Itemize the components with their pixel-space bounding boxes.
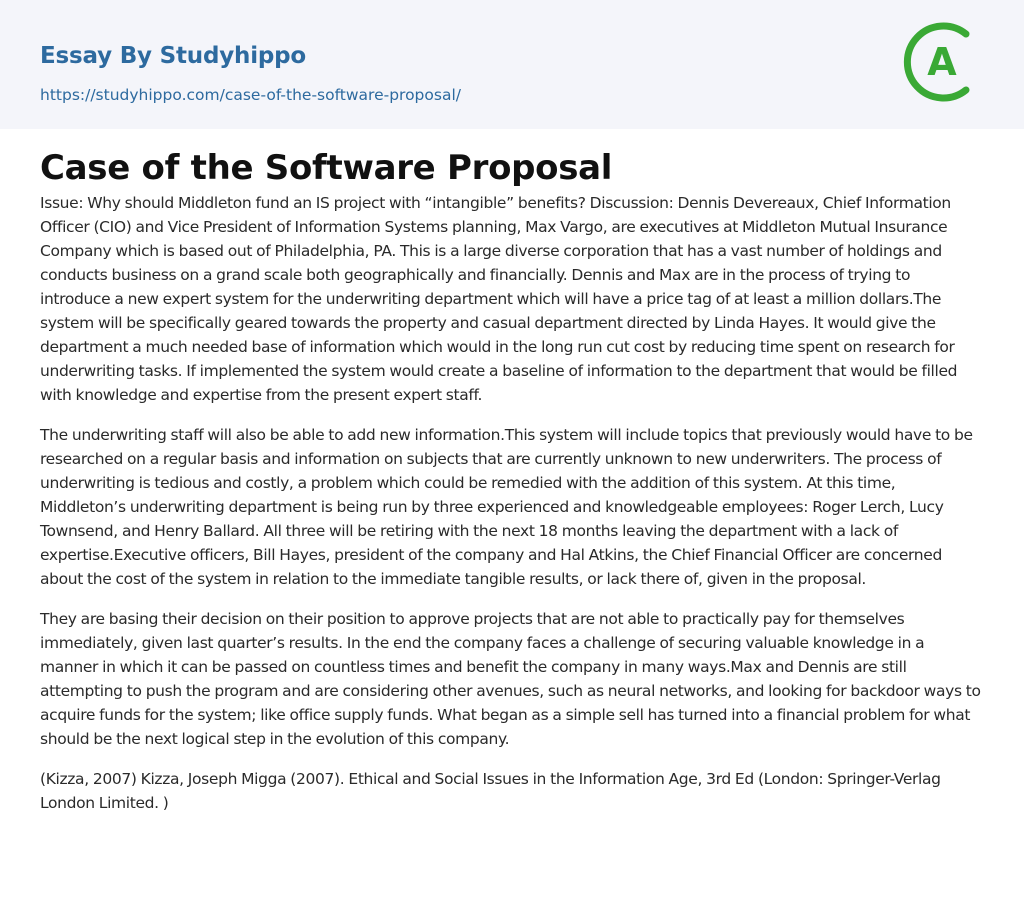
studyhippo-logo[interactable] [900,20,984,104]
article [0,149,1024,815]
article-paragraph: The underwriting staff will also be able to add new information.This system will include topics that previously would have to be researched on a regular basis and information on subjects that are currently unknown to new underwriters. The process of underwriting is tedious and costly, a problem which could be remedied with the addition of this system. At this time, Middleton’s underwriting department is being run by three experienced and knowledgeable employees: Roger Lerch, Lucy Townsend, and Henry Ballard. All three will be retiring with the next 18 months leaving the department with a lack of expertise.Executive officers, Bill Hayes, president of the company and Hal Atkins, the Chief Financial Officer are concerned about the cost of the system in relation to the immediate tangible results, or lack there of, given in the proposal. [40,426,973,588]
site-header [0,0,1024,129]
article-reference: (Kizza, 2007) Kizza, Joseph Migga (2007). Ethical and Social Issues in the Information Age, 3rd Ed (London: Springer-Verlag London Limited. ) [40,770,941,812]
brand-name[interactable]: Essay By Studyhippo [40,43,307,69]
article-paragraph: Issue: Why should Middleton fund an IS project with “intangible” benefits? Discussion: Dennis Devereaux, Chief Information Officer (CIO) and Vice President of Information Systems planning, Max Vargo, are executives at Middleton Mutual Insurance Company which is based out of Philadelphia, PA. This is a large diverse corporation that has a vast number of holdings and conducts business on a grand scale both geographically and financially. Dennis and Max are in the process of trying to introduce a new expert system for the underwriting department which will have a price tag of at least a million dollars.The system will be specifically geared towards the property and casual department directed by Linda Hayes. It would give the department a much needed base of information which would in the long run cut cost by reducing time spent on research for underwriting tasks. If implemented the system would create a baseline of information to the department that would be filled with knowledge and expertise from the present expert staff. [40,194,958,404]
logo-a-icon [900,20,984,104]
article-url-link[interactable]: https://studyhippo.com/case-of-the-software-proposal/ [40,86,461,104]
article-paragraph: They are basing their decision on their position to approve projects that are not able to practically pay for themselves immediately, given last quarter’s results. In the end the company faces a challenge of securing valuable knowledge in a manner in which it can be passed on countless times and benefit the company in many ways.Max and Dennis are still attempting to push the program and are considering other avenues, such as neural networks, and looking for backdoor ways to acquire funds for the system; like office supply funds. What began as a simple sell has turned into a financial problem for what should be the next logical step in the evolution of this company. [40,610,981,748]
article-title: Case of the Software Proposal [40,148,613,188]
logo-letter: A [927,40,957,84]
